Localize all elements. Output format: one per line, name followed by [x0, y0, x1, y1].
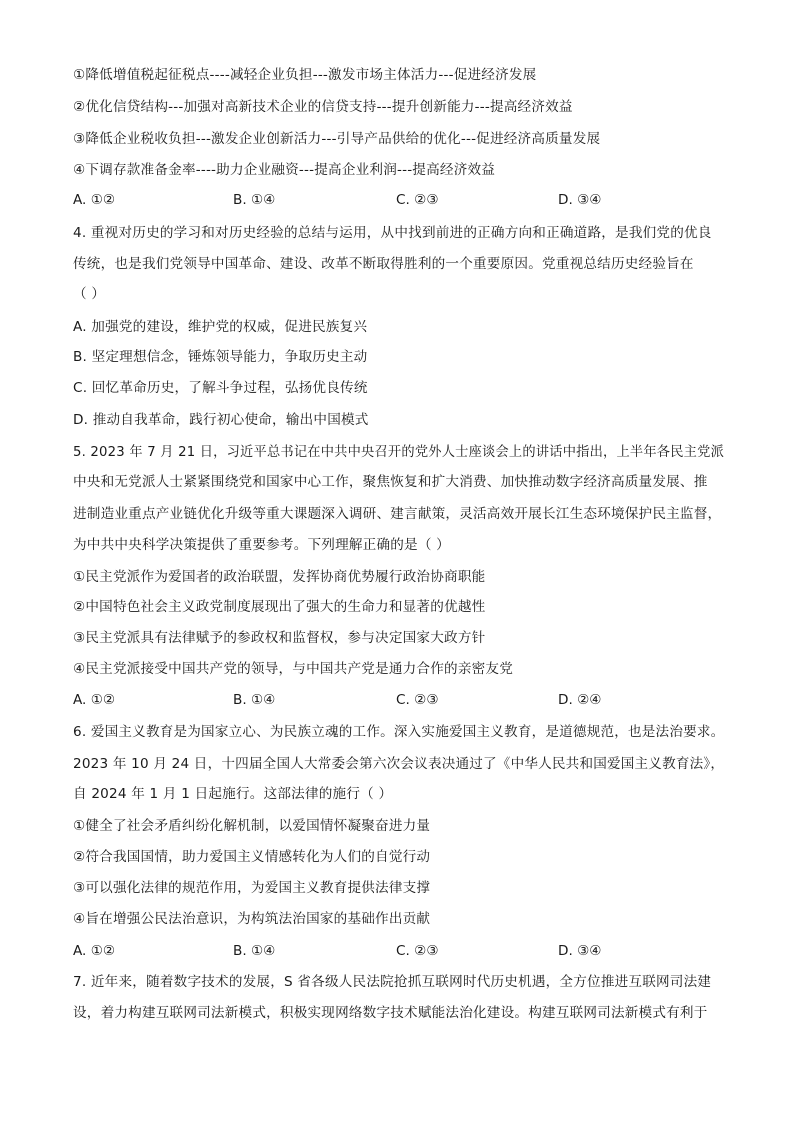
- q6-option-d: D. ③④: [558, 943, 602, 959]
- q4-stem-line-1: 4. 重视对历史的学习和对历史经验的总结与运用，从中找到前进的正确方向和正确道路，是我们党的优良: [73, 225, 712, 241]
- q5-option-b: B. ①④: [233, 692, 276, 708]
- q6-option-c: C. ②③: [396, 943, 439, 959]
- q3-item-1: ①降低增值税起征税点----减轻企业负担---激发市场主体活力---促进经济发展: [73, 67, 537, 83]
- q4-option-b: B. 坚定理想信念，锤炼领导能力，争取历史主动: [73, 349, 368, 365]
- q5-item-4: ④民主党派接受中国共产党的领导，与中国共产党是通力合作的亲密友党: [73, 661, 513, 677]
- q6-stem-line-2: 2023 年 10 月 24 日，十四届全国人大常委会第六次会议表决通过了《中华人民共和国爱国主义教育法》，: [73, 756, 725, 772]
- q3-option-a: A. ①②: [73, 192, 116, 208]
- q6-stem-line-3: 自 2024 年 1 月 1 日起施行。这部法律的施行（ ）: [73, 786, 393, 802]
- q5-item-1: ①民主党派作为爱国者的政治联盟，发挥协商优势履行政治协商职能: [73, 569, 486, 585]
- q5-item-2: ②中国特色社会主义政党制度展现出了强大的生命力和显著的优越性: [73, 599, 486, 615]
- q6-item-2: ②符合我国国情，助力爱国主义情感转化为人们的自觉行动: [73, 849, 431, 865]
- q3-option-b: B. ①④: [233, 192, 276, 208]
- q4-stem-line-2: 传统，也是我们党领导中国革命、建设、改革不断取得胜利的一个重要原因。党重视总结历史经验旨在: [73, 256, 694, 272]
- q4-option-c: C. 回忆革命历史，了解斗争过程，弘扬优良传统: [73, 380, 368, 396]
- q6-option-a: A. ①②: [73, 943, 116, 959]
- q5-item-3: ③民主党派具有法律赋予的参政权和监督权，参与决定国家大政方针: [73, 630, 486, 646]
- q6-item-1: ①健全了社会矛盾纠纷化解机制，以爱国情怀凝聚奋进力量: [73, 818, 431, 834]
- q5-option-c: C. ②③: [396, 692, 439, 708]
- q3-item-2: ②优化信贷结构---加强对高新技术企业的信贷支持---提升创新能力---提高经济效益: [73, 99, 573, 115]
- q5-stem-line-2: 中央和无党派人士紧紧围绕党和国家中心工作，聚焦恢复和扩大消费、加快推动数字经济高质量发展、推: [73, 474, 708, 490]
- q7-stem-line-1: 7. 近年来，随着数字技术的发展，S 省各级人民法院抢抓互联网时代历史机遇，全方位推进互联网司法建: [73, 974, 712, 990]
- q5-option-a: A. ①②: [73, 692, 116, 708]
- q5-stem-line-4: 为中共中央科学决策提供了重要参考。下列理解正确的是（ ）: [73, 537, 450, 553]
- q6-option-b: B. ①④: [233, 943, 276, 959]
- q4-option-d: D. 推动自我革命，践行初心使命，输出中国模式: [73, 412, 369, 428]
- q5-stem-line-1: 5. 2023 年 7 月 21 日，习近平总书记在中共中央召开的党外人士座谈会上的讲话中指出，上半年各民主党派: [73, 444, 725, 460]
- q4-option-a: A. 加强党的建设，维护党的权威，促进民族复兴: [73, 319, 368, 335]
- q3-item-4: ④下调存款准备金率----助力企业融资---提高企业利润---提高经济效益: [73, 162, 496, 178]
- q3-item-3: ③降低企业税收负担---激发企业创新活力---引导产品供给的优化---促进经济高质量发展: [73, 131, 601, 147]
- q5-stem-line-3: 进制造业重点产业链优化升级等重大课题深入调研、建言献策，灵活高效开展长江生态环境保护民主监督，: [73, 506, 722, 522]
- q6-item-3: ③可以强化法律的规范作用，为爱国主义教育提供法律支撑: [73, 880, 431, 896]
- q7-stem-line-2: 设，着力构建互联网司法新模式，积极实现网络数字技术赋能法治化建设。构建互联网司法新模式有利于: [73, 1005, 708, 1021]
- q6-item-4: ④旨在增强公民法治意识，为构筑法治国家的基础作出贡献: [73, 911, 431, 927]
- q3-option-d: D. ③④: [558, 192, 602, 208]
- q4-stem-line-3: （ ）: [73, 286, 106, 302]
- q6-stem-line-1: 6. 爱国主义教育是为国家立心、为民族立魂的工作。深入实施爱国主义教育，是道德规范，也是法治要求。: [73, 724, 725, 740]
- q5-option-d: D. ②④: [558, 692, 602, 708]
- q3-option-c: C. ②③: [396, 192, 439, 208]
